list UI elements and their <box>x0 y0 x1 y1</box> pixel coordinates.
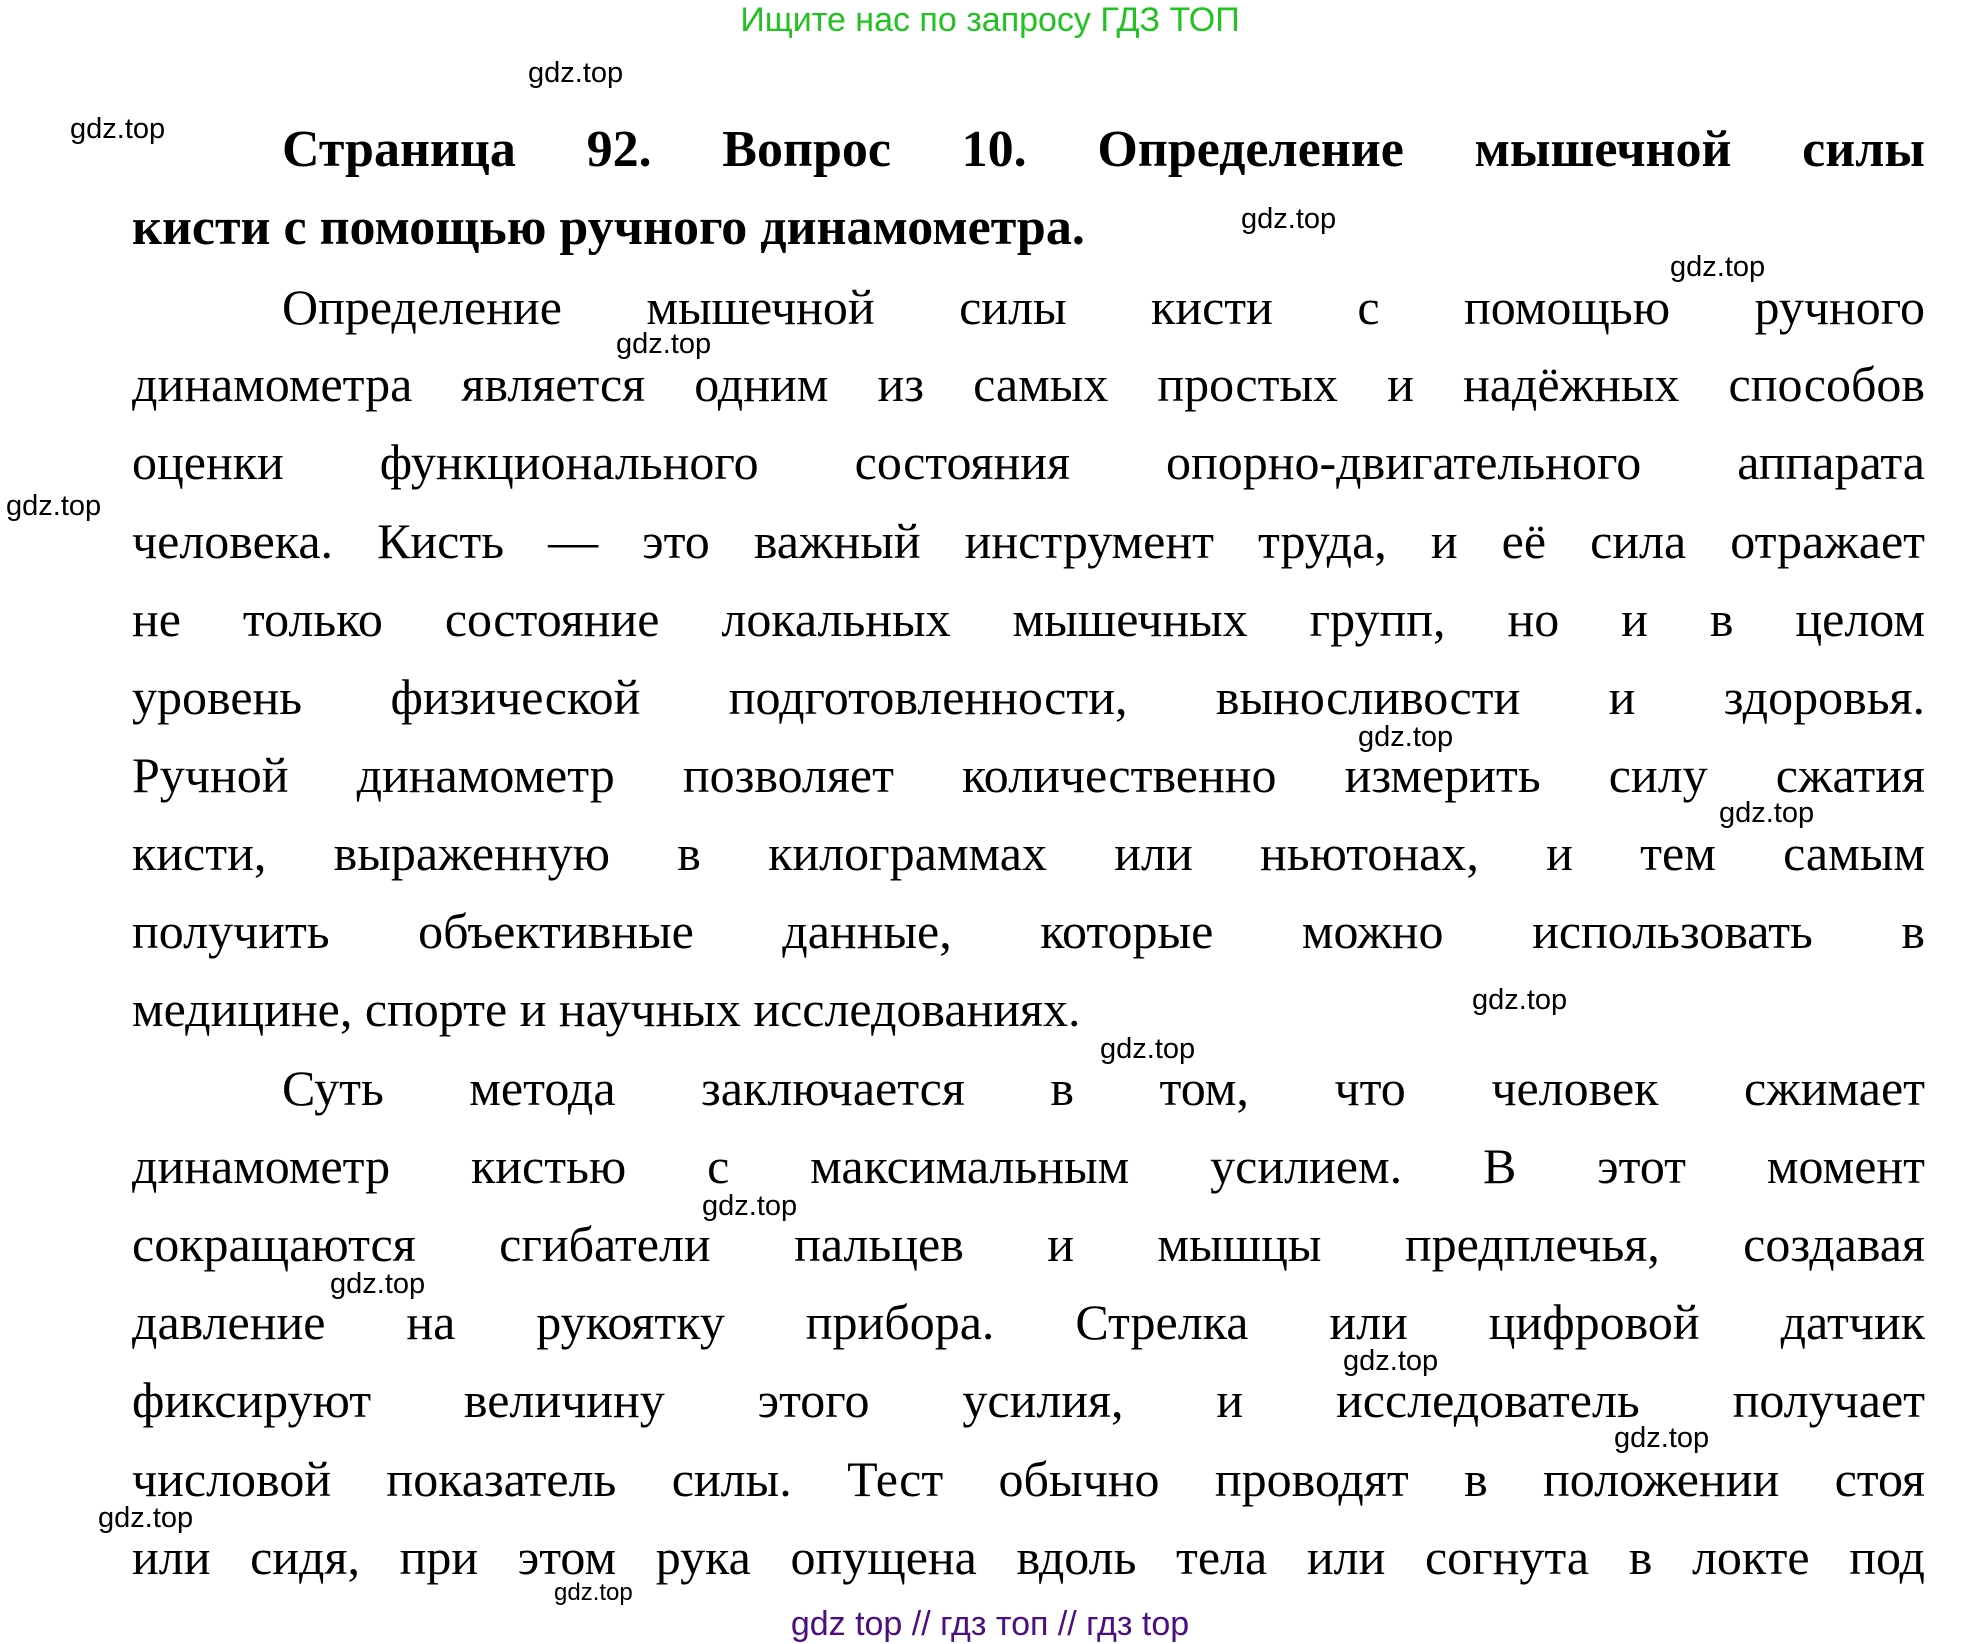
watermark: gdz.top <box>6 490 102 522</box>
watermark: gdz.top <box>1241 203 1337 235</box>
watermark: gdz.top <box>554 1579 633 1606</box>
page-title-line-1: Страница 92. Вопрос 10. Определение мышечной силы <box>282 121 1925 178</box>
paragraph-1-line: уровень физической подготовленности, выносливости и здоровья. <box>132 669 1925 725</box>
paragraph-2-line: давление на рукоятку прибора. Стрелка или цифровой датчик <box>132 1294 1925 1350</box>
paragraph-2-line: фиксируют величину этого усилия, и исследователь получает <box>132 1372 1925 1428</box>
paragraph-1-line: Определение мышечной силы кисти с помощью ручного <box>282 279 1925 335</box>
watermark: gdz.top <box>1100 1033 1196 1065</box>
paragraph-2-line: сокращаются сгибатели пальцев и мышцы предплечья, создавая <box>132 1216 1925 1272</box>
watermark: gdz.top <box>330 1268 426 1300</box>
footer-links: gdz top // гдз топ // гдз top <box>790 1605 1190 1643</box>
watermark: gdz.top <box>702 1190 798 1222</box>
watermark: gdz.top <box>1719 797 1815 829</box>
watermark: gdz.top <box>1614 1422 1710 1454</box>
watermark: gdz.top <box>1472 984 1568 1016</box>
paragraph-1-line: человека. Кисть — это важный инструмент труда, и её сила отражает <box>132 513 1925 569</box>
paragraph-1-line: получить объективные данные, которые можно использовать в <box>132 903 1925 959</box>
paragraph-2-line: числовой показатель силы. Тест обычно проводят в положении стоя <box>132 1451 1925 1507</box>
watermark: gdz.top <box>1343 1345 1439 1377</box>
paragraph-1-line: Ручной динамометр позволяет количественно измерить силу сжатия <box>132 747 1925 803</box>
paragraph-1-line: кисти, выраженную в килограммах или ньютонах, и тем самым <box>132 825 1925 881</box>
watermark: gdz.top <box>1358 721 1454 753</box>
watermark: gdz.top <box>70 113 166 145</box>
watermark: gdz.top <box>98 1502 194 1534</box>
top-banner: Ищите нас по запросу ГДЗ ТОП <box>740 1 1240 39</box>
page-title-line-2: кисти с помощью ручного динамометра. <box>132 199 1085 256</box>
paragraph-2-line: Суть метода заключается в том, что человек сжимает <box>282 1060 1925 1116</box>
paragraph-1-line: не только состояние локальных мышечных групп, но и в целом <box>132 591 1925 647</box>
paragraph-1-line: динамометра является одним из самых простых и надёжных способов <box>132 356 1925 412</box>
watermark: gdz.top <box>528 57 624 89</box>
watermark: gdz.top <box>1670 251 1766 283</box>
paragraph-2-line: или сидя, при этом рука опущена вдоль тела или согнута в локте под <box>132 1529 1925 1585</box>
paragraph-1-line: медицине, спорте и научных исследованиях. <box>132 981 1081 1037</box>
watermark: gdz.top <box>616 328 712 360</box>
paragraph-1-line: оценки функционального состояния опорно-двигательного аппарата <box>132 434 1925 490</box>
paragraph-2-line: динамометр кистью с максимальным усилием. В этот момент <box>132 1138 1925 1194</box>
